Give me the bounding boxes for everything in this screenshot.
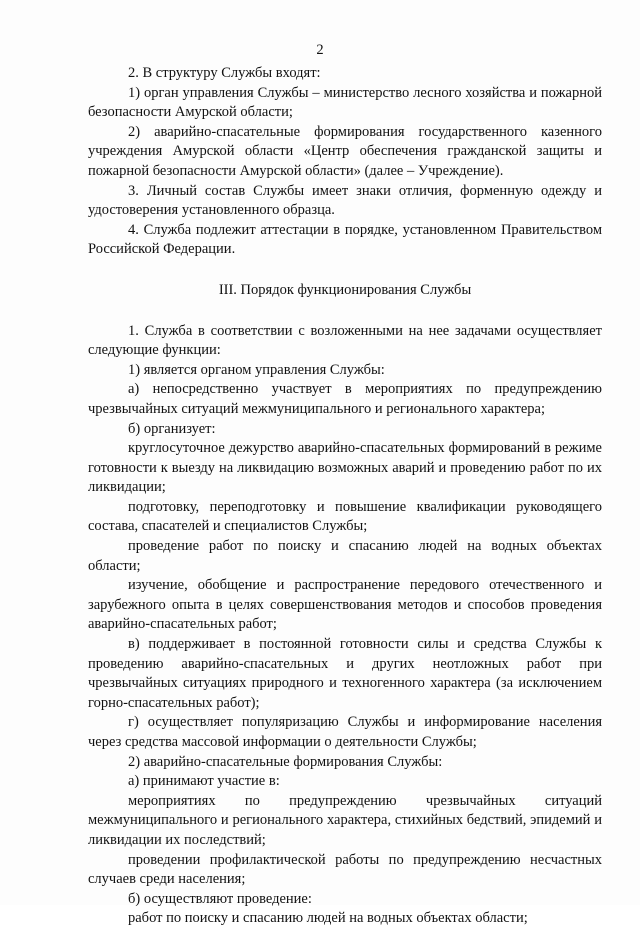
paragraph: б) организует: [128, 420, 216, 437]
section-heading: III. Порядок функционирования Службы [218, 281, 472, 298]
paragraph: подготовку, переподготовку и повышение квалификации руководящего состава, спасателей и специалистов Службы; [88, 498, 602, 535]
paragraph: проведении профилактической работы по предупреждению несчастных случаев среди населения; [88, 851, 602, 888]
paragraph: 4. Служба подлежит аттестации в порядке, установленном Правительством Российской Федерации. [88, 221, 602, 258]
paragraph: а) принимают участие в: [128, 773, 280, 790]
paragraph: 2) аварийно-спасательные формирования государственного казенного учреждения Амурской области «Центр обеспечения гражданской защиты и пожарной безопасности Амурской области» (далее – Учреждение). [88, 123, 602, 179]
paragraph: 2) аварийно-спасательные формирования Службы: [128, 753, 443, 770]
document-body [88, 64, 602, 929]
paragraph: 1) орган управления Службы – министерство лесного хозяйства и пожарной безопасности Амурской области; [88, 84, 602, 121]
paragraph: мероприятиях по предупреждению чрезвычайных ситуаций межмуниципального и регионального характера, стихийных бедствий, эпидемий и ликвидации их последствий; [88, 792, 602, 848]
paragraph: 3. Личный состав Службы имеет знаки отличия, форменную одежду и удостоверения установленного образца. [88, 182, 602, 219]
paragraph: 1) является органом управления Службы: [128, 361, 385, 378]
paragraph: г) осуществляет популяризацию Службы и информирование населения через средства массовой информации о деятельности Службы; [88, 714, 602, 750]
paragraph: круглосуточное дежурство аварийно-спасательных формирований в режиме готовности к выезду на ликвидацию возможных аварий и проведению работ по их ликвидации; [88, 440, 602, 496]
paragraph: 1. Служба в соответствии с возложенными на нее задачами осуществляет следующие функции: [88, 322, 602, 359]
paragraph: в) поддерживает в постоянной готовности силы и средства Службы к проведению аварийно-спасательных и других неотложных работ при чрезвычайных ситуациях природного и техногенного характера (за исключением горно-спасательных работ); [88, 636, 602, 711]
paragraph: б) осуществляют проведение: [128, 890, 312, 907]
paragraph: работ по поиску и спасанию людей на водных объектах области; [128, 910, 528, 927]
paragraph: изучение, обобщение и распространение передового отечественного и зарубежного опыта в целях совершенствования методов и способов проведения аварийно-спасательных работ; [88, 577, 602, 633]
paragraph: 2. В структуру Службы входят: [128, 65, 321, 81]
paragraph: а) непосредственно участвует в мероприятиях по предупреждению чрезвычайных ситуаций межмуниципального и регионального характера; [88, 381, 602, 417]
page-number: 2 [316, 42, 324, 58]
paragraph: проведение работ по поиску и спасанию людей на водных объектах области; [88, 538, 602, 574]
